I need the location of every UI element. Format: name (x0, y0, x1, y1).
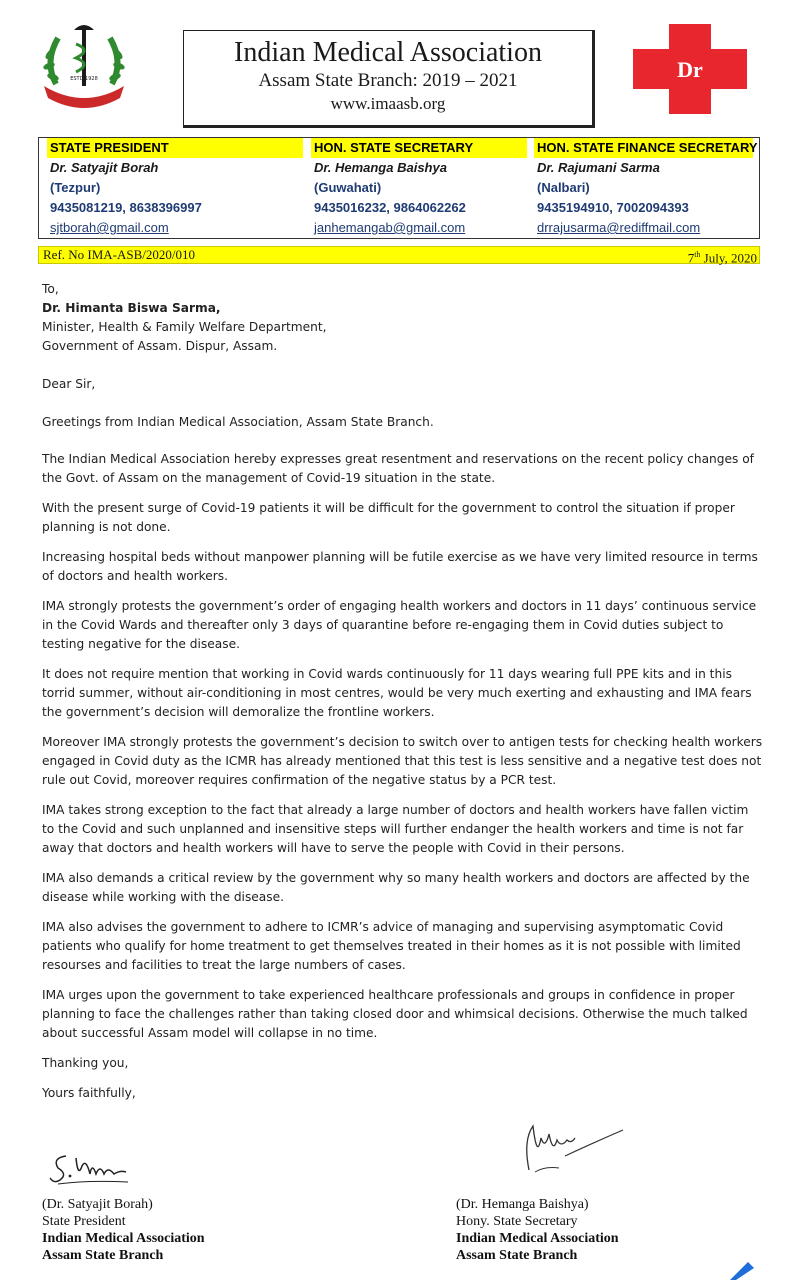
recipient-office: Government of Assam. Dispur, Assam. (42, 339, 278, 353)
to-line: To, (42, 282, 59, 296)
officer-place: (Tezpur) (50, 180, 101, 195)
officer-phone: 9435194910, 7002094393 (537, 200, 689, 215)
paragraph: Increasing hospital beds without manpower planning will be futile exercise as we have very limited resource in terms of doctors and health workers. (42, 550, 758, 583)
officer-name: Dr. Satyajit Borah (50, 160, 159, 175)
reference-number: Ref. No IMA-ASB/2020/010 (43, 247, 196, 262)
recipient-designation: Minister, Health & Family Welfare Department, (42, 320, 327, 334)
officer-role: HON. STATE SECRETARY (311, 138, 527, 158)
signatory-secretary (456, 1196, 619, 1264)
officer-name: Dr. Rajumani Sarma (537, 160, 660, 175)
reference-bar (38, 246, 760, 264)
paragraph: IMA strongly protests the government’s order of engaging health workers and doctors in 11 days’ continuous service in the Covid Wards and thereafter only 3 days of quarantine before re-engaging them in Covid duties subject to testing negative for the disease. (42, 599, 757, 651)
officer-column-finance-secretary (537, 138, 758, 238)
paragraph: Greetings from Indian Medical Association, Assam State Branch. (42, 415, 434, 429)
signatory-title: Hony. State Secretary (456, 1214, 578, 1229)
paragraph: Moreover IMA strongly protests the government’s decision to switch over to antigen tests for checking health workers engaged in Covid duty as the ICMR has already mentioned that this test is less sensitive and a negative test does not rule out Covid, moreover requires confirmation of the negative status by a PCR test. (42, 735, 763, 787)
signatory-president (42, 1196, 205, 1264)
officer-role: STATE PRESIDENT (47, 138, 303, 158)
officer-column-president (50, 138, 303, 238)
closing-line: Yours faithfully, (42, 1086, 136, 1100)
org-name: Indian Medical Association (234, 37, 542, 68)
officer-phone: 9435081219, 8638396997 (50, 200, 202, 215)
officer-place: (Guwahati) (314, 180, 382, 195)
signatory-org: Indian Medical Association (456, 1231, 619, 1246)
signatory-name: (Dr. Hemanga Baishya) (456, 1197, 589, 1212)
signatory-branch: Assam State Branch (456, 1248, 578, 1263)
officer-role: HON. STATE FINANCE SECRETARY (534, 138, 753, 158)
letterhead-title-box (183, 30, 595, 128)
paragraph: IMA also demands a critical review by the government why so many health workers and doctors are affected by the disease while working with the disease. (42, 871, 750, 904)
signature-president-image (48, 1140, 138, 1190)
signatory-name: (Dr. Satyajit Borah) (42, 1197, 153, 1212)
signatory-branch: Assam State Branch (42, 1248, 164, 1263)
paragraph: IMA urges upon the government to take experienced healthcare professionals and groups in confidence in proper planning to face the challenges rather than taking closed door and whimsical decisions. Otherwise the much talked about successful Assam model will collapse in no time. (42, 988, 748, 1040)
officer-email[interactable]: drrajusarma@rediffmail.com (537, 220, 701, 235)
paragraph: IMA also advises the government to adhere to ICMR’s advice of managing and supervising asymptomatic Covid patients who qualify for home treatment to get themselves treated in their homes as it is not possible with limited resourses and facilities to treat the large numbers of cases. (42, 920, 741, 972)
officers-panel (38, 137, 760, 239)
dr-logo-text: Dr (677, 57, 703, 82)
letter-date: 7th July, 2020 (687, 250, 757, 266)
officer-name: Dr. Hemanga Baishya (314, 160, 447, 175)
branch-years: Assam State Branch: 2019 – 2021 (258, 70, 518, 91)
signature-area (0, 1120, 800, 1280)
svg-text:ESTD 1928: ESTD 1928 (70, 76, 98, 82)
officer-place: (Nalbari) (537, 180, 590, 195)
edit-pen-icon[interactable] (726, 1258, 756, 1280)
paragraph: The Indian Medical Association hereby expresses great resentment and reservations on the recent policy changes of the Govt. of Assam on the management of Covid-19 situation in the state. (42, 452, 754, 485)
officer-phone: 9435016232, 9864062262 (314, 200, 466, 215)
dr-cross-logo-icon (633, 24, 747, 114)
officer-email[interactable]: sjtborah@gmail.com (50, 220, 169, 235)
officer-email[interactable]: janhemangab@gmail.com (314, 220, 466, 235)
ima-emblem-icon (36, 14, 132, 110)
signatory-title: State President (42, 1214, 126, 1229)
paragraph: It does not require mention that working in Covid wards continuously for 11 days wearing full PPE kits and in this torrid summer, without air-conditioning in most centres, would be very much exerting and exhausting and IMA fears the government’s decision will demoralize the frontline workers. (42, 667, 752, 719)
officer-column-secretary (314, 138, 527, 238)
paragraph: IMA takes strong exception to the fact that already a large number of doctors and health workers have fallen victim to the Covid and such unplanned and insensitive steps will further endanger the health workers and time is not far away that doctors and health workers will have to serve the people with Covid in their persons. (42, 803, 749, 855)
thanking-line: Thanking you, (42, 1056, 129, 1070)
website: www.imaasb.org (330, 94, 446, 113)
salutation: Dear Sir, (42, 377, 96, 391)
signatory-org: Indian Medical Association (42, 1231, 205, 1246)
letter-body (42, 280, 764, 1114)
recipient-address (42, 280, 764, 356)
signature-secretary-image (515, 1120, 625, 1180)
letterhead (0, 0, 800, 130)
paragraph: With the present surge of Covid-19 patients it will be difficult for the government to control the situation if proper planning is not done. (42, 501, 735, 534)
recipient-name: Dr. Himanta Biswa Sarma, (42, 301, 221, 315)
